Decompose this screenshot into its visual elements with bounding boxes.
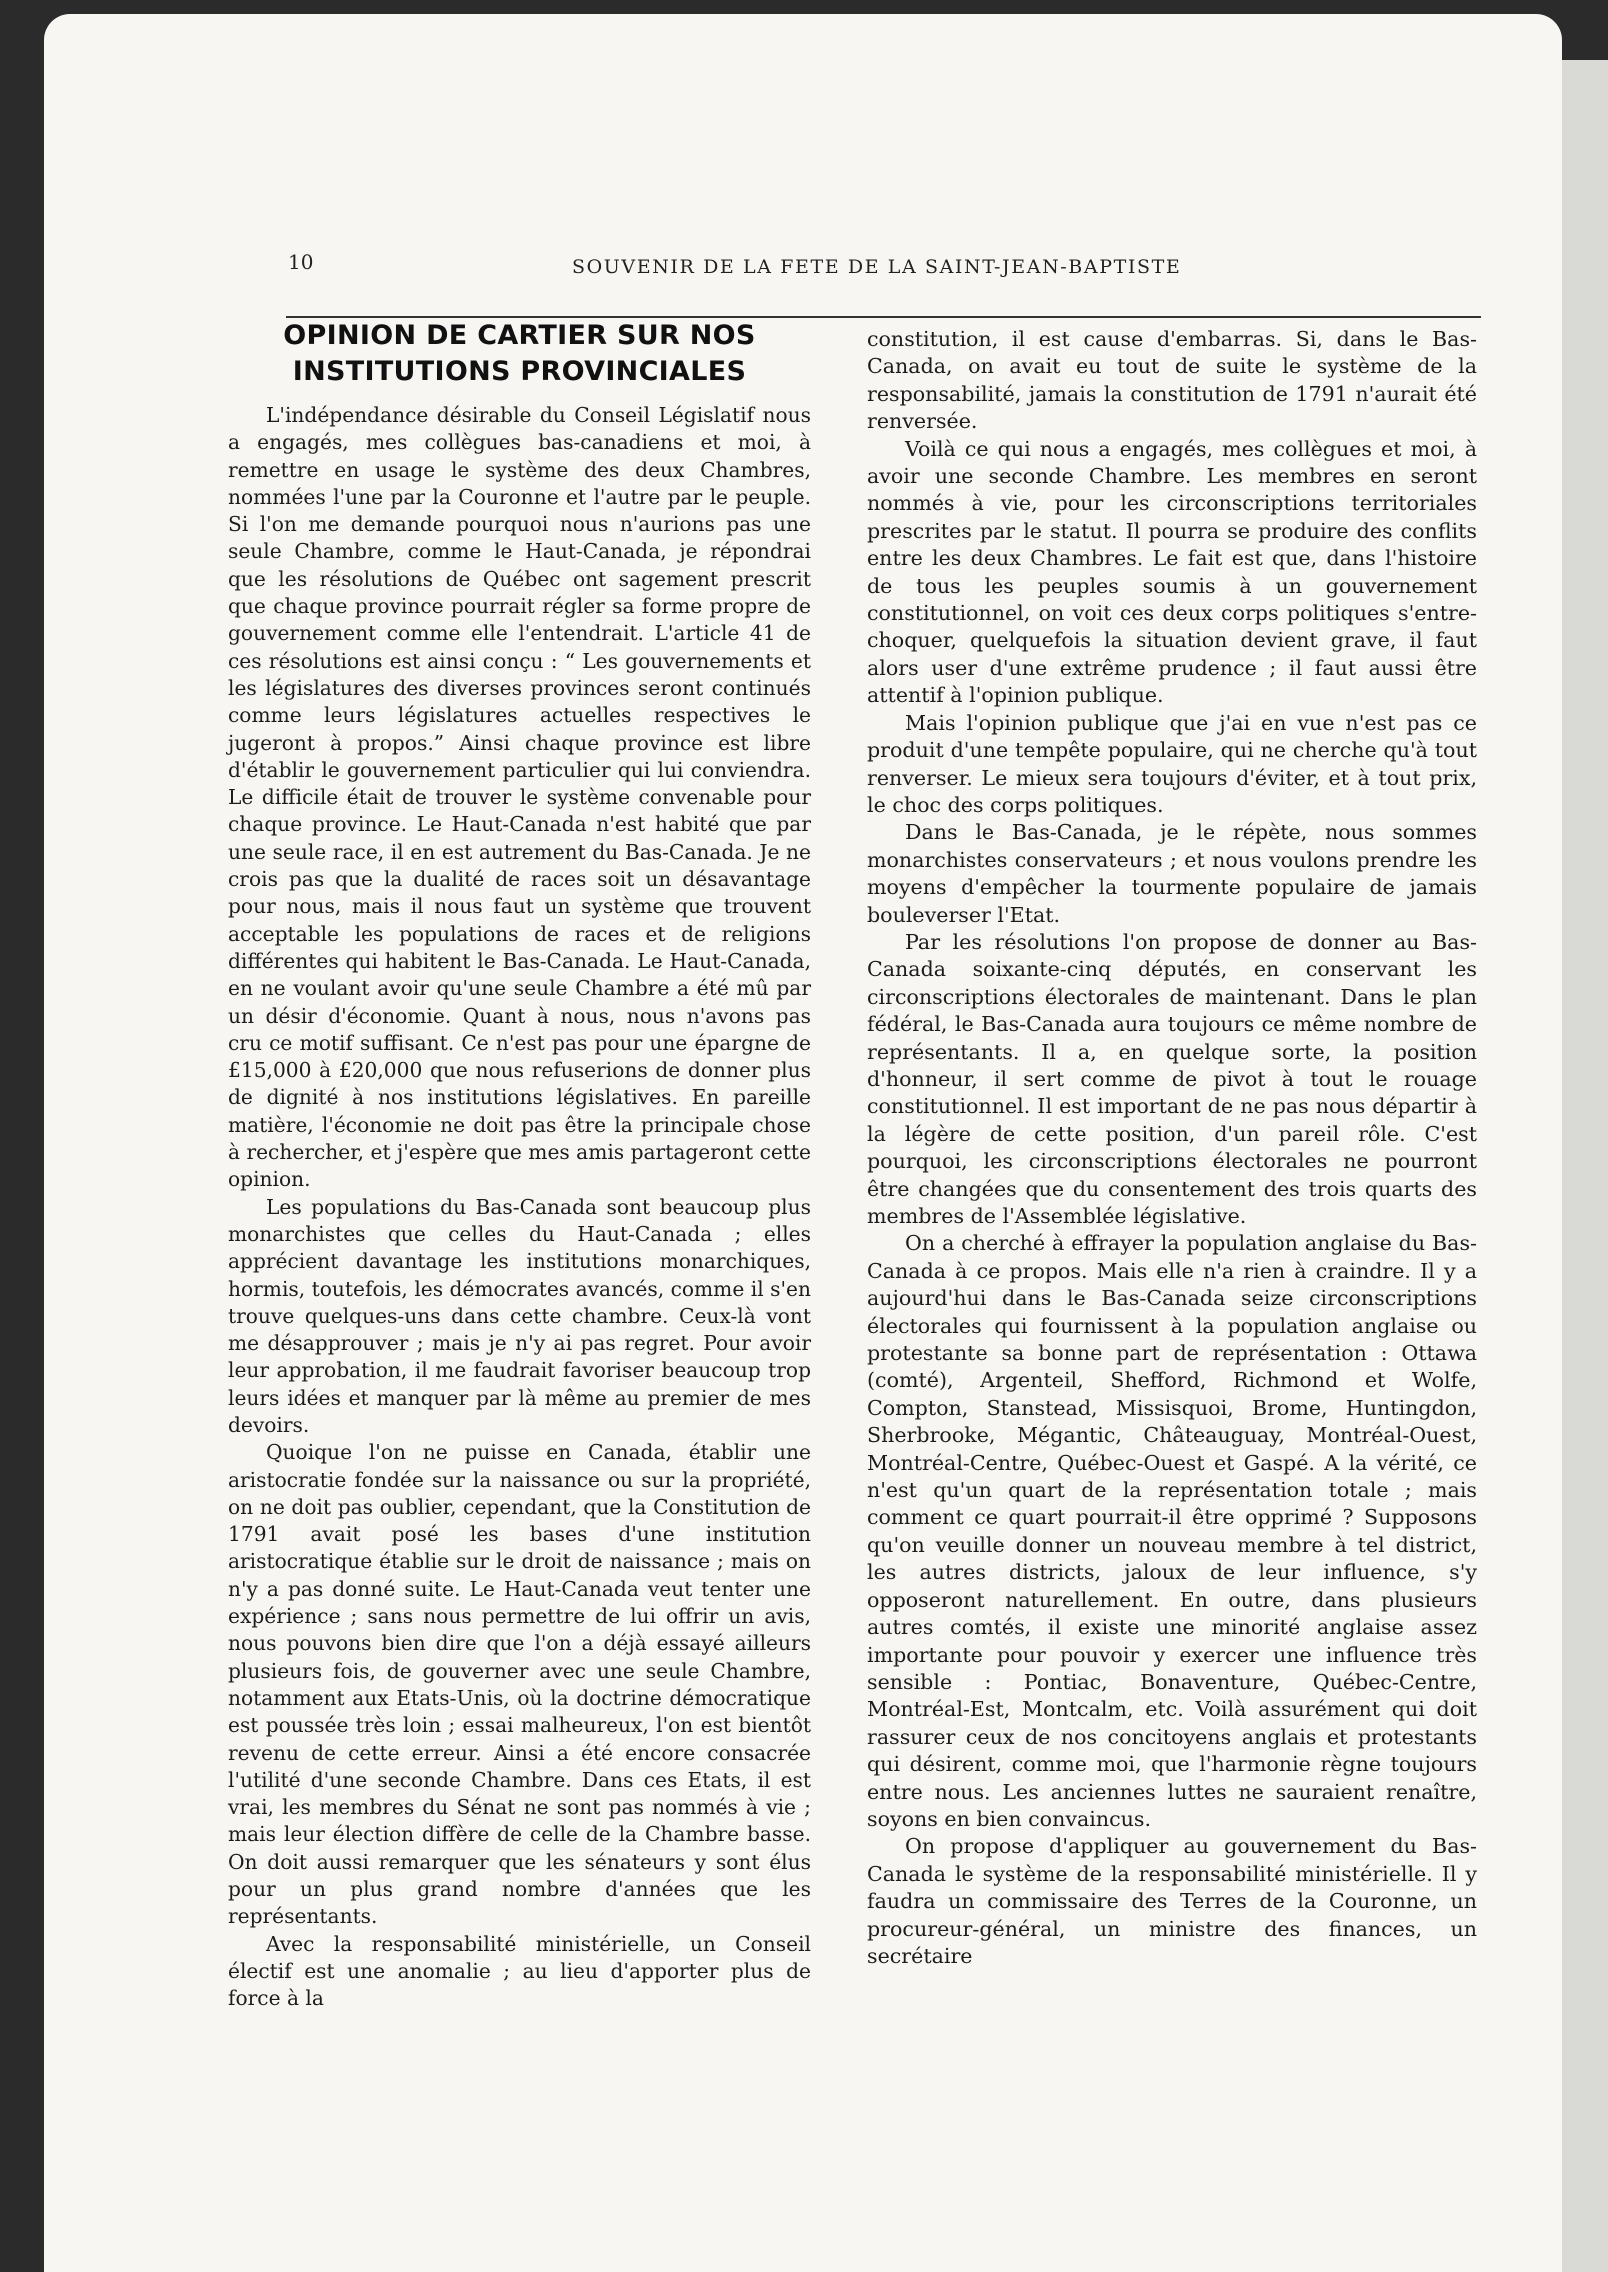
- paragraph: On a cherché à effrayer la population anglaise du Bas-Canada à ce propos. Mais elle n'a rien à craindre. Il y a aujourd'hui dans le Bas-Canada seize circonscriptions électorales qui fournissent à la population anglaise ou protestante sa bonne part de représentation : Ottawa (comté), Argenteil, Shefford, Richmond et Wolfe, Compton, Stanstead, Missisquoi, Brome, Huntingdon, Sherbrooke, Mégantic, Châteauguay, Montréal-Ouest, Montréal-Centre, Québec-Ouest et Gaspé. A la vérité, ce n'est qu'un quart de la représentation totale ; mais comment ce quart pourrait-il être opprimé ? Supposons qu'on veuille donner un nouveau membre à tel district, les autres districts, jaloux de leur influence, s'y opposeront naturellement. En outre, dans plusieurs autres comtés, il existe une minorité anglaise assez importante pour pouvoir y exercer une influence très sensible : Pontiac, Bonaventure, Québec-Centre, Montréal-Est, Montcalm, etc. Voilà assurément qui doit rassurer ceux de nos concitoyens anglais et protestants qui désirent, comme moi, que l'harmonie règne toujours entre nous. Les anciennes luttes ne sauraient renaître, soyons en bien convaincus.: [867, 1231, 1477, 1831]
- page-edge-strip: [1562, 60, 1608, 2272]
- paragraph-continued: constitution, il est cause d'embarras. Si, dans le Bas-Canada, on avait eu tout de suite le système de la responsabilité, jamais la constitution de 1791 n'aurait été renversée.: [867, 327, 1477, 434]
- paragraph: Les populations du Bas-Canada sont beaucoup plus monarchistes que celles du Haut-Canada ; elles apprécient davantage les institutions monarchiques, hormis, toutefois, les démocrates avancés, comme il s'en trouve quelques-uns dans cette chambre. Ceux-là vont me désapprouver ; mais je n'y ai pas regret. Pour avoir leur approbation, il me faudrait favoriser beaucoup trop leurs idées et manquer par là même au premier de mes devoirs.: [228, 1194, 811, 1437]
- paragraph: Dans le Bas-Canada, je le répète, nous sommes monarchistes conservateurs ; et nous voulons prendre les moyens d'empêcher la tourmente populaire de jamais bouleverser l'Etat.: [867, 820, 1477, 927]
- running-title: SOUVENIR DE LA FETE DE LA SAINT-JEAN-BAPTISTE: [572, 256, 1182, 278]
- article-title: OPINION DE CARTIER SUR NOS INSTITUTIONS PROVINCIALES: [283, 320, 756, 387]
- paragraph: On propose d'appliquer au gouvernement du Bas-Canada le système de la responsabilité ministérielle. Il y faudra un commissaire des Terres de la Couronne, un procureur-général, un ministre des finances, un secrétaire: [867, 1834, 1477, 1968]
- paragraph: Par les résolutions l'on propose de donner au Bas-Canada soixante-cinq députés, en conservant les circonscriptions électorales de maintenant. Dans le plan fédéral, le Bas-Canada aura toujours ce même nombre de représentants. Il a, en quelque sorte, la position d'honneur, il sert comme de pivot à tout le rouage constitutionnel. Il est important de ne pas nous départir à la légère de cette position, d'un pareil rôle. C'est pourquoi, les circonscriptions électorales ne pourront être changées que du consentement des trois quarts des membres de l'Assemblée législative.: [867, 929, 1477, 1228]
- page-number: 10: [288, 250, 314, 274]
- paragraph: Voilà ce qui nous a engagés, mes collègues et moi, à avoir une seconde Chambre. Les membres en seront nommés à vie, pour les circonscriptions territoriales prescrites par le statut. Il pourra se produire des conflits entre les deux Chambres. Le fait est que, dans l'histoire de tous les peuples soumis à un gouvernement constitutionnel, on voit ces deux corps politiques s'entre-choquer, quelquefois la situation devient grave, il faut alors user d'une extrême prudence ; il faut aussi être attentif à l'opinion publique.: [867, 436, 1477, 708]
- paragraph: Avec la responsabilité ministérielle, un Conseil électif est une anomalie ; au lieu d'apporter plus de force à la: [228, 1931, 811, 2011]
- right-column: [867, 326, 1477, 1970]
- left-column: [228, 318, 811, 2013]
- page-header: [286, 250, 1481, 284]
- paragraph: Mais l'opinion publique que j'ai en vue n'est pas ce produit d'une tempête populaire, qui ne cherche qu'à tout renverser. Le mieux sera toujours d'éviter, et à tout prix, le choc des corps politiques.: [867, 710, 1477, 817]
- paragraph: L'indépendance désirable du Conseil Législatif nous a engagés, mes collègues bas-canadiens et moi, à remettre en usage le système des deux Chambres, nommées l'une par la Couronne et l'autre par le peuple. Si l'on me demande pourquoi nous n'aurions pas une seule Chambre, comme le Haut-Canada, je répondrai que les résolutions de Québec ont sagement prescrit que chaque province pourrait régler sa forme propre de gouvernement comme elle l'entendrait. L'article 41 de ces résolutions est ainsi conçu : “ Les gouvernements et les législatures des diverses provinces seront continués comme leurs législatures actuelles respectives le jugeront à propos.” Ainsi chaque province est libre d'établir le gouvernement particulier qui lui conviendra. Le difficile était de trouver le système convenable pour chaque province. Le Haut-Canada n'est habité que par une seule race, il en est autrement du Bas-Canada. Je ne crois pas que la dualité de races soit un désavantage pour nous, mais il nous faut un système que trouvent acceptable les populations de races et de religions différentes qui habitent le Bas-Canada. Le Haut-Canada, en ne voulant avoir qu'une seule Chambre a été mû par un désir d'économie. Quant à nous, nous n'avons pas cru ce motif suffisant. Ce n'est pas pour une épargne de £15,000 à £20,000 que nous refuserions de donner plus de dignité à nos institutions législatives. En pareille matière, l'économie ne doit pas être la principale chose à rechercher, et j'espère que mes amis partageront cette opinion.: [228, 403, 811, 1192]
- paragraph: Quoique l'on ne puisse en Canada, établir une aristocratie fondée sur la naissance ou sur la propriété, on ne doit pas oublier, cependant, que la Constitution de 1791 avait posé les bases d'une institution aristocratique établie sur le droit de naissance ; mais on n'y a pas donné suite. Le Haut-Canada veut tenter une expérience ; sans nous permettre de lui offrir un avis, nous pouvons bien dire que l'on a déjà essayé ailleurs plusieurs fois, de gouverner avec une seule Chambre, notamment aux Etats-Unis, où la doctrine démocratique est poussée très loin ; essai malheureux, l'on est bientôt revenu de cette erreur. Ainsi a été encore consacrée l'utilité d'une seconde Chambre. Dans ces Etats, il est vrai, les membres du Sénat ne sont pas nommés à vie ; mais leur élection diffère de celle de la Chambre basse. On doit aussi remarquer que les sénateurs y sont élus pour un plus grand nombre d'années que les représentants.: [228, 1440, 811, 1929]
